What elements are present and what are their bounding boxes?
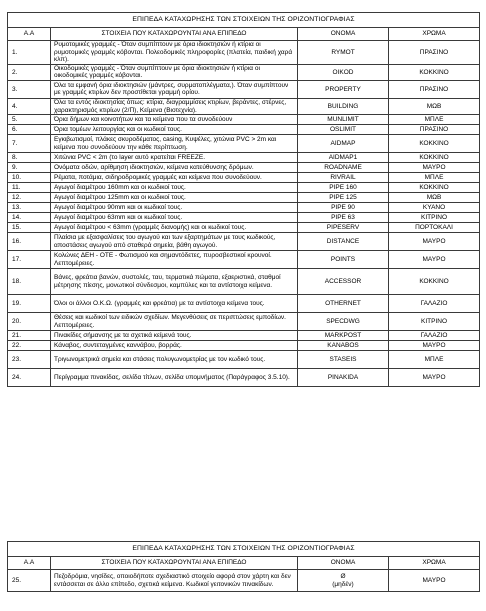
layer-name: MUNLIMIT bbox=[298, 115, 389, 125]
row-description: Τριγωνομετρικά σημεία και στάσεις πολυγωνομετρίας με τον κωδικό τους. bbox=[51, 351, 298, 369]
row-number: 6. bbox=[8, 125, 51, 135]
table-row bbox=[8, 570, 480, 592]
table-row bbox=[8, 64, 480, 80]
row-number: 19. bbox=[8, 295, 51, 313]
layer-color: ΚΥΑΝΟ bbox=[389, 203, 480, 213]
row-number: 9. bbox=[8, 163, 51, 173]
row-description: Βάνες, φρεάτια βανών, συστολές, ταυ, τερματικά πώματα, εξαεριστικά, σταθμοί μέτρησης πίεσης, μονωτικοί σύνδεσμοι, καμπύλες και τα αντίστοιχα κείμενα. bbox=[51, 269, 298, 295]
layer-name: SPECDWG bbox=[298, 313, 389, 331]
row-number: 14. bbox=[8, 213, 51, 223]
row-description: Κολώνες ΔΕΗ - ΟΤΕ - Φωτισμού και σημαντόδετες, πυροσβεστικοί κρουνοί. Λεπτομέρειες. bbox=[51, 251, 298, 269]
table-row bbox=[8, 223, 480, 233]
table-row bbox=[8, 313, 480, 331]
layer-name: PIPESERV bbox=[298, 223, 389, 233]
layer-name: OSLIMIT bbox=[298, 125, 389, 135]
layer-color: ΚΟΚΚΙΝΟ bbox=[389, 135, 480, 153]
layer-name: PIPE 90 bbox=[298, 203, 389, 213]
row-description: Αγωγοί διαμέτρου < 63mm (γραμμές διανομής) και οι κωδικοί τους. bbox=[51, 223, 298, 233]
row-description: Αγωγοί διαμέτρου 90mm και οι κωδικοί τους. bbox=[51, 203, 298, 213]
row-description: Περίγραμμα πινακίδας, σελίδα τίτλων, σελίδα υπομνήματος (Παράγραφος 3.5.10). bbox=[51, 369, 298, 387]
layer-name: OTHERNET bbox=[298, 295, 389, 313]
layer-color: ΠΟΡΤΟΚΑΛΙ bbox=[389, 223, 480, 233]
row-number: 4. bbox=[8, 98, 51, 114]
layer-color: ΚΟΚΚΙΝΟ bbox=[389, 269, 480, 295]
row-number: 3. bbox=[8, 80, 51, 98]
layer-name: MARKPOST bbox=[298, 331, 389, 341]
layer-color: ΜΠΛΕ bbox=[389, 351, 480, 369]
layer-color: ΚΙΤΡΙΝΟ bbox=[389, 213, 480, 223]
row-number: 10. bbox=[8, 173, 51, 183]
layer-name: Ø (μηδέν) bbox=[298, 570, 389, 592]
row-description: Χιτώνια PVC < 2m (το layer αυτό κρατείται FREEZE. bbox=[51, 153, 298, 163]
layer-name: RYMOT bbox=[298, 41, 389, 65]
layer-color: ΜΑΥΡΟ bbox=[389, 163, 480, 173]
table-header-row bbox=[8, 28, 480, 41]
layer-name: PINAKIDA bbox=[298, 369, 389, 387]
row-number: 13. bbox=[8, 203, 51, 213]
row-description: Όλοι οι άλλοι Ο.Κ.Ω. (γραμμές και φρεάτια) με τα αντίστοιχα κείμενα τους. bbox=[51, 295, 298, 313]
table-row bbox=[8, 193, 480, 203]
layer-name: KANABOS bbox=[298, 341, 389, 351]
header-aa: Α.Α bbox=[8, 557, 51, 570]
layer-color: ΜΑΥΡΟ bbox=[389, 369, 480, 387]
layer-name: RIVRAIL bbox=[298, 173, 389, 183]
layer-name: BUILDING bbox=[298, 98, 389, 114]
layer-name: DISTANCE bbox=[298, 233, 389, 251]
header-color: ΧΡΩΜΑ bbox=[389, 557, 480, 570]
table-row bbox=[8, 251, 480, 269]
row-number: 18. bbox=[8, 269, 51, 295]
table-row bbox=[8, 233, 480, 251]
layer-name: POINTS bbox=[298, 251, 389, 269]
row-description: Αγωγοί διαμέτρου 160mm και οι κωδικοί τους. bbox=[51, 183, 298, 193]
row-description: Κάναβος, συντεταγμένες καννάβου, βορράς. bbox=[51, 341, 298, 351]
table-header-row bbox=[8, 557, 480, 570]
row-number: 17. bbox=[8, 251, 51, 269]
layer-name: PIPE 160 bbox=[298, 183, 389, 193]
table-row bbox=[8, 295, 480, 313]
row-description: Πλαίσια με εξασφαλίσεις του αγωγού και των εξαρτημάτων με τους κωδικούς, αποστάσεις αγωγού από σταθερά σημεία, βάθη αγωγού. bbox=[51, 233, 298, 251]
table-row bbox=[8, 341, 480, 351]
row-description: Αγωγοί διαμέτρου 125mm και οι κωδικοί τους. bbox=[51, 193, 298, 203]
table-title: ΕΠΙΠΕΔΑ ΚΑΤΑΧΩΡΗΣΗΣ ΤΩΝ ΣΤΟΙΧΕΙΩΝ ΤΗΣ ΟΡΙΖΟΝΤΙΟΓΡΑΦΙΑΣ bbox=[8, 13, 480, 28]
layer-name: PIPE 63 bbox=[298, 213, 389, 223]
table-row bbox=[8, 135, 480, 153]
layer-name-note: (μηδέν) bbox=[332, 580, 354, 588]
table-row bbox=[8, 115, 480, 125]
layer-color: ΠΡΑΣΙΝΟ bbox=[389, 80, 480, 98]
table-title-row bbox=[8, 542, 480, 557]
row-description: Όρια τομέων λειτουργίας και οι κωδικοί τους. bbox=[51, 125, 298, 135]
table-row bbox=[8, 153, 480, 163]
table-title: ΕΠΙΠΕΔΑ ΚΑΤΑΧΩΡΗΣΗΣ ΤΩΝ ΣΤΟΙΧΕΙΩΝ ΤΗΣ ΟΡΙΖΟΝΤΙΟΓΡΑΦΙΑΣ bbox=[8, 542, 480, 557]
layer-name: ACCESSOR bbox=[298, 269, 389, 295]
table-row bbox=[8, 80, 480, 98]
row-description: Ρέματα, ποτάμια, σιδηροδρομικές γραμμές και κείμενα που συνοδεύουν. bbox=[51, 173, 298, 183]
layer-color: ΜΑΥΡΟ bbox=[389, 570, 480, 592]
table-row bbox=[8, 351, 480, 369]
table-row bbox=[8, 163, 480, 173]
row-number: 15. bbox=[8, 223, 51, 233]
row-number: 20. bbox=[8, 313, 51, 331]
table-row bbox=[8, 269, 480, 295]
row-number: 16. bbox=[8, 233, 51, 251]
row-number: 11. bbox=[8, 183, 51, 193]
layer-name: PROPERTY bbox=[298, 80, 389, 98]
layers-table-continued bbox=[7, 541, 480, 592]
row-number: 25. bbox=[8, 570, 51, 592]
row-description: Εγκιβωτισμοί, πλάκες σκυροδέματος, casing, Κυψέλες, χιτώνια PVC > 2m και κείμενα που συνοδεύουν την κάθε περίπτωση. bbox=[51, 135, 298, 153]
header-aa: Α.Α bbox=[8, 28, 51, 41]
row-number: 7. bbox=[8, 135, 51, 153]
table-row bbox=[8, 369, 480, 387]
row-description: Πινακίδες σήμανσης με τα σχετικά κείμενά τους. bbox=[51, 331, 298, 341]
layer-color: ΜΩΒ bbox=[389, 98, 480, 114]
header-description: ΣΤΟΙΧΕΙΑ ΠΟΥ ΚΑΤΑΧΩΡΟΥΝΤΑΙ ΑΝΑ ΕΠΙΠΕΔΟ bbox=[51, 557, 298, 570]
row-number: 23. bbox=[8, 351, 51, 369]
layer-name: OIKOD bbox=[298, 64, 389, 80]
row-description: Οικοδομικές γραμμές - Όταν συμπίπτουν με όρια ιδιοκτησιών ή κτίρια οι οικοδομικές γραμμές κόβονται. bbox=[51, 64, 298, 80]
table-row bbox=[8, 98, 480, 114]
row-number: 1. bbox=[8, 41, 51, 65]
table-row bbox=[8, 331, 480, 341]
row-number: 5. bbox=[8, 115, 51, 125]
layer-color: ΜΠΛΕ bbox=[389, 115, 480, 125]
layer-color: ΚΟΚΚΙΝΟ bbox=[389, 64, 480, 80]
layer-color: ΜΑΥΡΟ bbox=[389, 251, 480, 269]
row-description: Όρια δήμων και κοινοτήτων και τα κείμενα που τα συνοδεύουν bbox=[51, 115, 298, 125]
row-description: Όλα τα εμφανή όρια ιδιοκτησιών (μάντρες, συρματοπλέγματα,). Όταν συμπίπτουν με γραμμές κτιρίων δεν προστίθεται γραμμή ορίου. bbox=[51, 80, 298, 98]
header-description: ΣΤΟΙΧΕΙΑ ΠΟΥ ΚΑΤΑΧΩΡΟΥΝΤΑΙ ΑΝΑ ΕΠΙΠΕΔΟ bbox=[51, 28, 298, 41]
layer-color: ΜΠΛΕ bbox=[389, 173, 480, 183]
row-description: Ονόματα οδών, αρίθμηση ιδιοκτησιών, κείμενα κατεύθυνσης δρόμων. bbox=[51, 163, 298, 173]
header-color: ΧΡΩΜΑ bbox=[389, 28, 480, 41]
row-number: 22. bbox=[8, 341, 51, 351]
row-description: Θέσεις και κωδικοί των ειδικών σχεδίων. Μεγενθύσεις σε περιπτώσεις εμποδίων. Λεπτομέρειες. bbox=[51, 313, 298, 331]
layer-color: ΚΟΚΚΙΝΟ bbox=[389, 153, 480, 163]
row-number: 8. bbox=[8, 153, 51, 163]
layer-name: AIDMAP bbox=[298, 135, 389, 153]
layer-color: ΜΑΥΡΟ bbox=[389, 233, 480, 251]
layer-name: PIPE 125 bbox=[298, 193, 389, 203]
layer-color: ΚΙΤΡΙΝΟ bbox=[389, 313, 480, 331]
row-number: 12. bbox=[8, 193, 51, 203]
layer-color: ΠΡΑΣΙΝΟ bbox=[389, 125, 480, 135]
layer-color: ΓΑΛΑΖΙΟ bbox=[389, 331, 480, 341]
row-description: Όλα τα εντός ιδιοκτησίας όπως: κτίρια, διαγραμμίσεις κτιρίων, βεράντες, στέρνες, χαρακτηρισμός κτιρίων (2/Π), Κείμενα (Βιοτεχνία). bbox=[51, 98, 298, 114]
row-number: 24. bbox=[8, 369, 51, 387]
table-row bbox=[8, 203, 480, 213]
layer-color: ΚΟΚΚΙΝΟ bbox=[389, 183, 480, 193]
table-row bbox=[8, 213, 480, 223]
table-row bbox=[8, 183, 480, 193]
layer-name: STASEIS bbox=[298, 351, 389, 369]
table-row bbox=[8, 41, 480, 65]
layer-name: ROADNAME bbox=[298, 163, 389, 173]
layers-table bbox=[7, 12, 480, 387]
layer-color: ΠΡΑΣΙΝΟ bbox=[389, 41, 480, 65]
row-description: Αγωγοί διαμέτρου 63mm και οι κωδικοί τους. bbox=[51, 213, 298, 223]
table-title-row bbox=[8, 13, 480, 28]
row-description: Ρυμοτομικές γραμμές - Όταν συμπίπτουν με όρια ιδιοκτησιών ή κτίρια οι ρυμοτομικές γραμμές κόβονται. Πολεοδομικές πληροφορίες (πλατεία, παιδική χαρά κλπ). bbox=[51, 41, 298, 65]
layer-color: ΜΩΒ bbox=[389, 193, 480, 203]
layer-name: AIDMAP1 bbox=[298, 153, 389, 163]
header-name: ΟΝΟΜΑ bbox=[298, 557, 389, 570]
row-description: Πεζοδρόμια, νησίδες, οποιοδήποτε σχεδιαστικό στοιχείο αφορά στον χάρτη και δεν εντάσσεται σε άλλο επίπεδο, σχετικά κείμενα. Κωδικοί γειτονικών πινακίδων. bbox=[51, 570, 298, 592]
row-number: 2. bbox=[8, 64, 51, 80]
header-name: ΟΝΟΜΑ bbox=[298, 28, 389, 41]
table-row bbox=[8, 173, 480, 183]
table-row bbox=[8, 125, 480, 135]
layer-color: ΜΑΥΡΟ bbox=[389, 341, 480, 351]
layer-color: ΓΑΛΑΖΙΟ bbox=[389, 295, 480, 313]
row-number: 21. bbox=[8, 331, 51, 341]
